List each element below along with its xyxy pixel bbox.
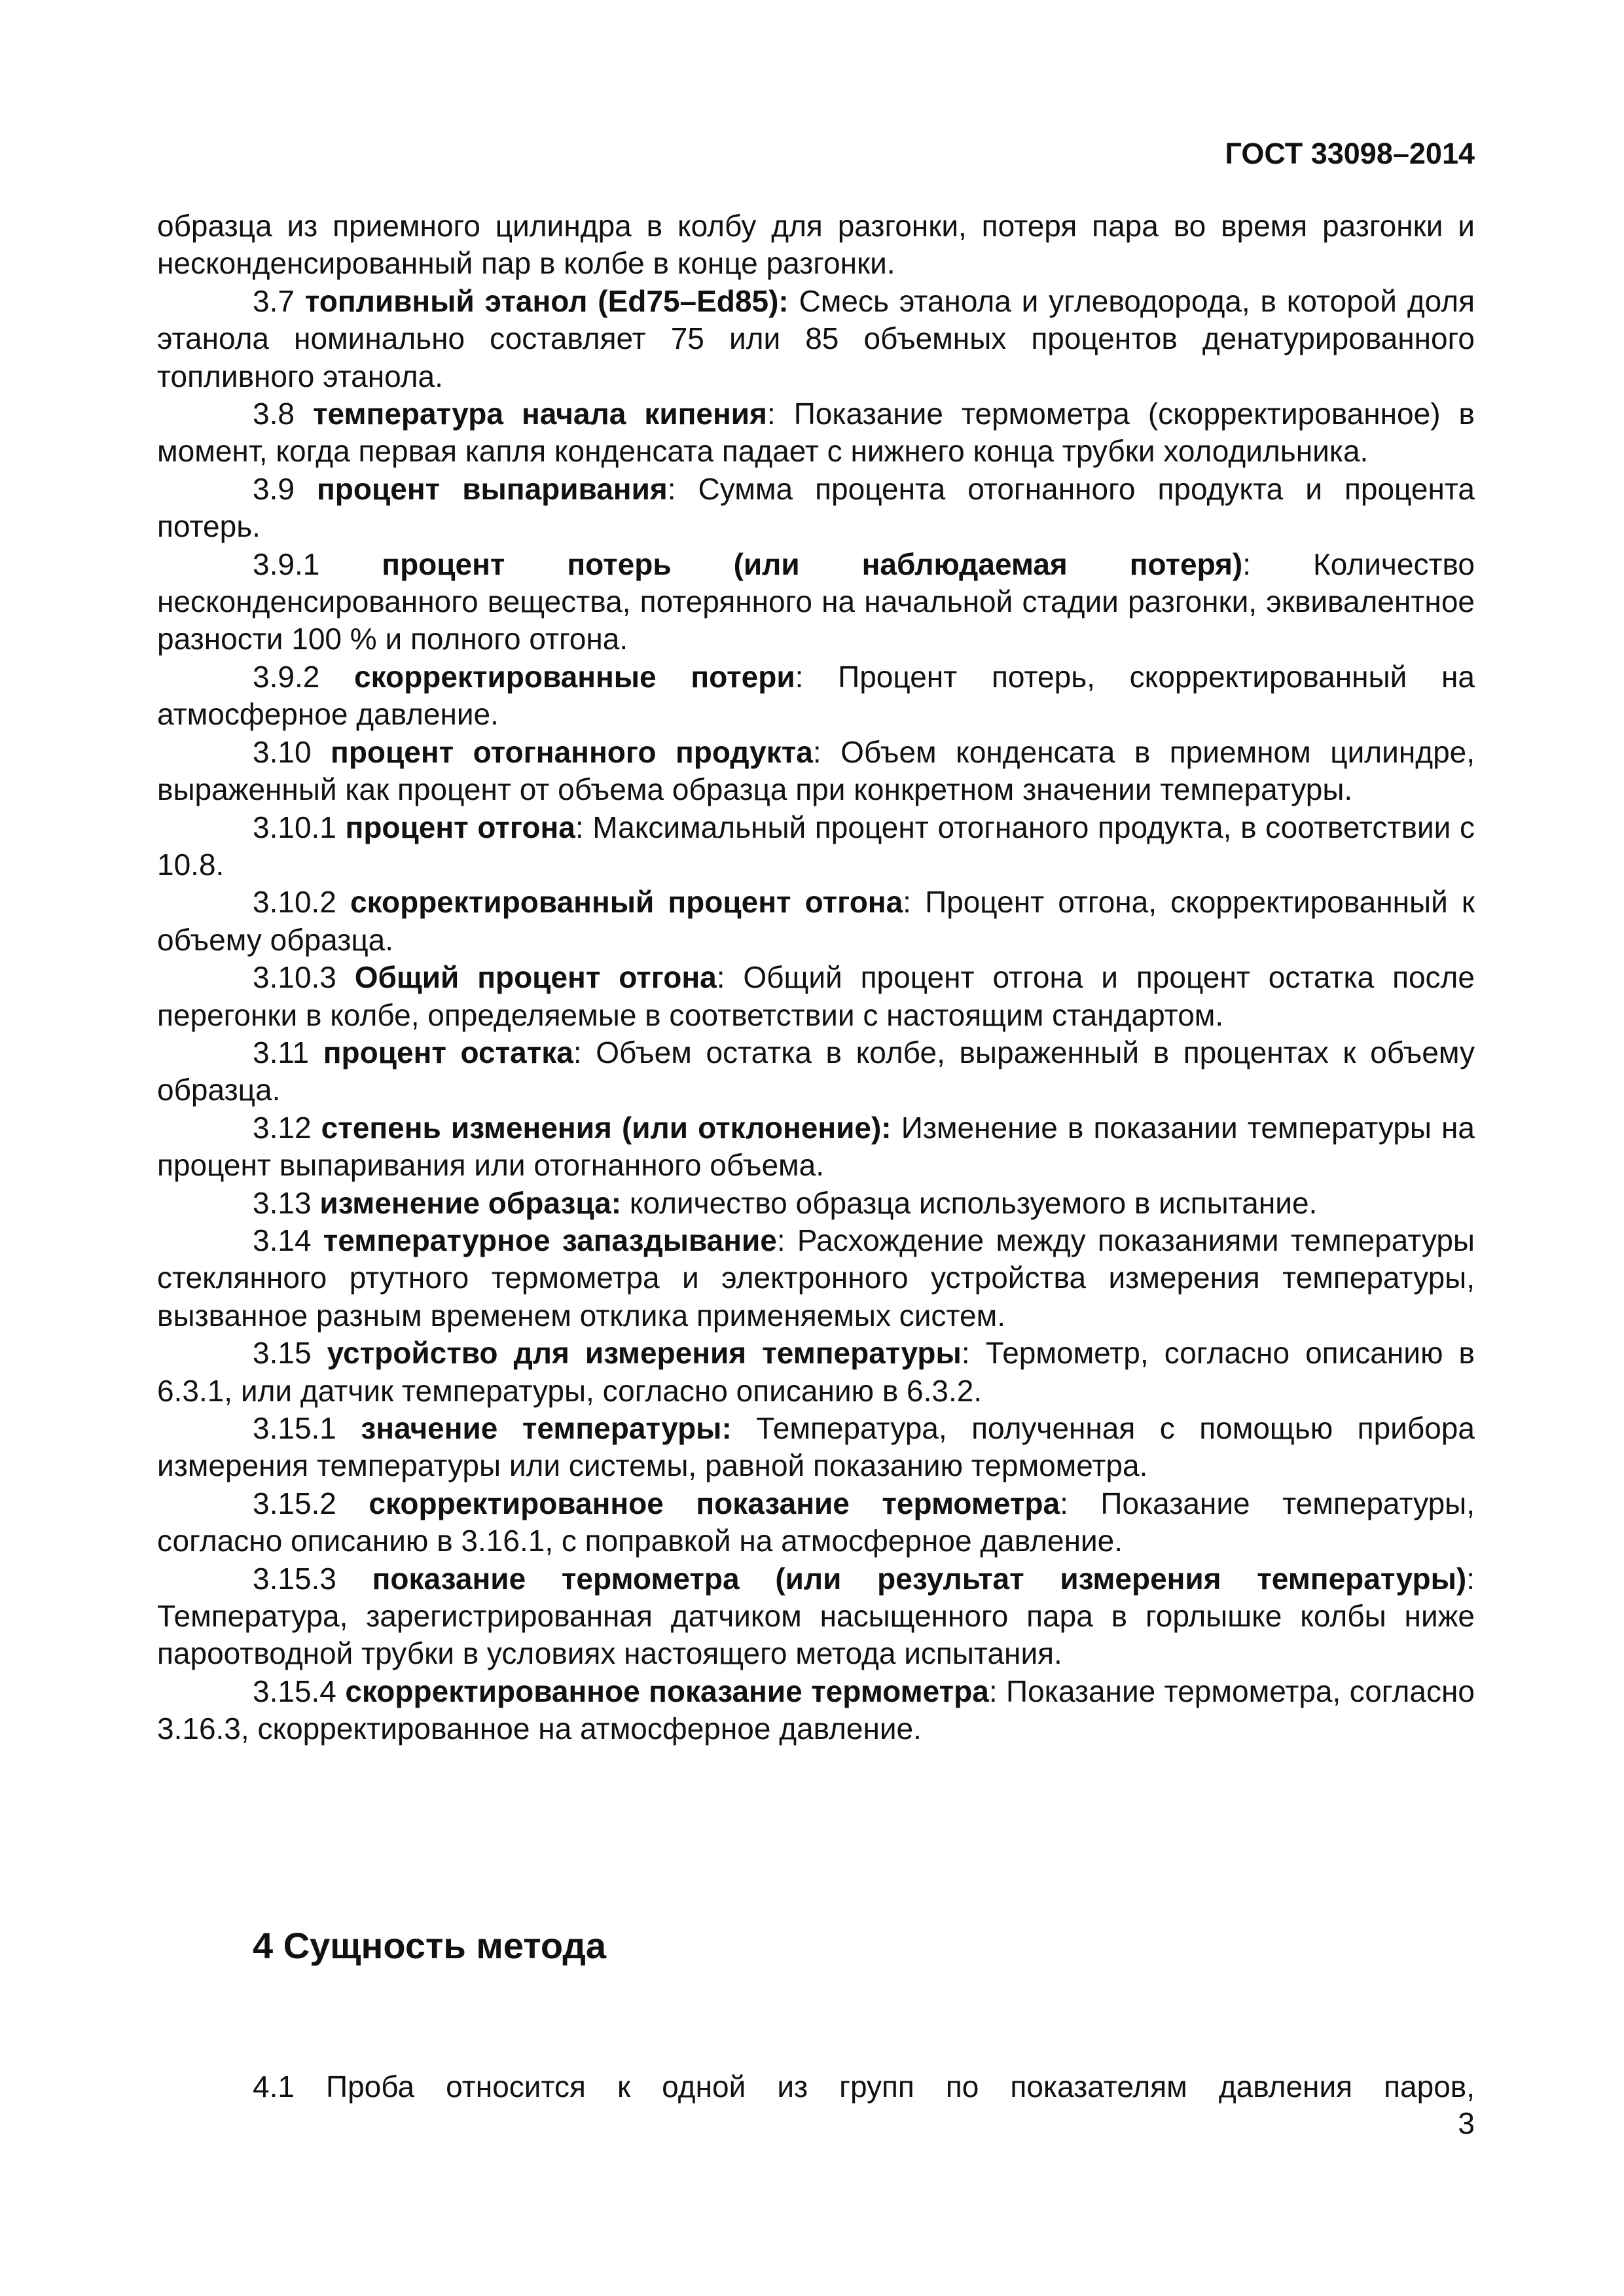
clause-number: 3.15 <box>253 1336 327 1371</box>
defined-term: степень изменения (или отклонение): <box>321 1110 892 1145</box>
definition-3-14 <box>157 1222 1475 1335</box>
defined-term: показание термометра (или результат измерения температуры) <box>372 1561 1467 1596</box>
definition-3-12 <box>157 1109 1475 1185</box>
clause-number: 3.7 <box>253 283 305 318</box>
clause-number: 3.9.1 <box>253 547 382 581</box>
clause-number: 3.8 <box>253 397 313 431</box>
definition-3-7 <box>157 283 1475 395</box>
clause-number: 3.15.2 <box>253 1486 369 1520</box>
clause-number: 3.9 <box>253 471 317 506</box>
term-separator <box>621 1186 630 1220</box>
definition-3-15 <box>157 1335 1475 1410</box>
section-heading: 4 Сущность метода <box>253 1925 607 1966</box>
defined-term: процент отгона <box>345 810 575 844</box>
definition-3-9-2 <box>157 658 1475 734</box>
definition-text: Количество несконденсированного вещества, потерянного на начальной стадии разгонки, эквивалентное разности 100 % и полного отгона. <box>157 547 1475 656</box>
definition-3-8 <box>157 395 1475 471</box>
definition-3-15-1 <box>157 1410 1475 1485</box>
clause-number: 3.14 <box>253 1223 323 1257</box>
definition-3-15-2 <box>157 1485 1475 1560</box>
definition-3-9 <box>157 471 1475 546</box>
definition-text: Объем остатка в колбе, выраженный в процентах к объему образца. <box>157 1035 1475 1107</box>
term-separator: : <box>1466 1561 1475 1596</box>
definition-text: Показание термометра, согласно 3.16.3, скорректированное на атмосферное давление. <box>157 1674 1475 1746</box>
term-separator: : <box>776 1223 797 1257</box>
term-separator <box>892 1111 901 1145</box>
definition-text: Температура, зарегистрированная датчиком насыщенного пара в горлышке колбы ниже пароотводной трубки в условиях настоящего метода испытания. <box>157 1599 1475 1671</box>
paragraph-text: образца из приемного цилиндра в колбу для разгонки, потеря пара во время разгонки и несконденсированный пар в колбе в конце разгонки. <box>157 209 1475 281</box>
defined-term: скорректированное показание термометра <box>369 1486 1060 1520</box>
defined-term: скорректированные потери <box>354 659 795 694</box>
term-separator: : <box>575 810 593 844</box>
paragraph-continuation <box>157 207 1475 283</box>
definition-3-10-2 <box>157 884 1475 959</box>
defined-term: устройство для измерения температуры <box>327 1336 962 1371</box>
definition-text: Изменение в показании температуры на процент выпаривания или отогнанного объема. <box>157 1110 1475 1183</box>
clause-number: 3.11 <box>253 1035 323 1069</box>
definition-text: Показание температуры, согласно описанию в 3.16.1, с поправкой на атмосферное давление. <box>157 1486 1475 1558</box>
defined-term: изменение образца: <box>319 1185 622 1220</box>
clause-number: 3.10.2 <box>253 885 350 920</box>
definition-text: Смесь этанола и углеводорода, в которой доля этанола номинально составляет 75 или 85 объемных процентов денатурированного топливного этанола. <box>157 283 1475 393</box>
section-first-paragraph: 4.1 Проба относится к одной из групп по показателям давления паров, <box>253 2070 1475 2104</box>
definition-text: Максимальный процент отогнаного продукта, в соответствии с 10.8. <box>157 810 1475 882</box>
clause-number: 3.15.4 <box>253 1674 346 1708</box>
definition-text: Процент потерь, скорректированный на атмосферное давление. <box>157 659 1475 732</box>
definition-3-11 <box>157 1034 1475 1109</box>
term-separator <box>732 1411 756 1445</box>
definition-text: Температура, полученная с помощью прибора измерения температуры или системы, равной показанию термометра. <box>157 1411 1475 1483</box>
defined-term: процент отогнанного продукта <box>331 734 813 769</box>
definition-3-10-1 <box>157 809 1475 884</box>
term-separator: : <box>716 960 744 995</box>
definition-text: Объем конденсата в приемном цилиндре, выраженный как процент от объема образца при конкретном значении температуры. <box>157 734 1475 807</box>
definition-3-15-3 <box>157 1560 1475 1673</box>
definition-text: Процент отгона, скорректированный к объему образца. <box>157 885 1475 957</box>
defined-term: температура начала кипения <box>313 397 767 431</box>
clause-number: 3.12 <box>253 1110 321 1145</box>
clause-number: 3.9.2 <box>253 659 355 694</box>
defined-term: температурное запаздывание <box>323 1223 777 1257</box>
definition-3-10-3 <box>157 959 1475 1034</box>
term-separator: : <box>903 885 926 920</box>
defined-term: скорректированный процент отгона <box>350 885 903 920</box>
defined-term: значение температуры: <box>361 1411 732 1445</box>
definition-3-9-1 <box>157 546 1475 658</box>
defined-term: процент остатка <box>323 1035 573 1069</box>
term-separator: : <box>1060 1486 1101 1520</box>
definition-text: Общий процент отгона и процент остатка после перегонки в колбе, определяемые в соответствии с настоящим стандартом. <box>157 960 1475 1032</box>
definition-text: Термометр, согласно описанию в 6.3.1, или датчик температуры, согласно описанию в 6.3.2. <box>157 1336 1475 1408</box>
definition-text: Расхождение между показаниями температуры стеклянного ртутного термометра и электронного устройства измерения температуры, вызванное разным временем отклика применяемых систем. <box>157 1223 1475 1333</box>
term-separator: : <box>767 397 794 431</box>
clause-number: 3.13 <box>253 1185 320 1220</box>
term-separator: : <box>988 1674 1007 1708</box>
defined-term: Общий процент отгона <box>354 960 717 995</box>
definition-3-13 <box>157 1185 1475 1222</box>
clause-number: 3.10.3 <box>253 960 355 995</box>
definition-text: Показание термометра (скорректированное) в момент, когда первая капля конденсата падает с нижнего конца трубки холодильника. <box>157 397 1475 469</box>
clause-number: 3.15.3 <box>253 1561 372 1596</box>
defined-term: процент выпаривания <box>317 471 668 506</box>
definition-3-15-4 <box>157 1673 1475 1748</box>
term-separator: : <box>667 471 698 506</box>
clause-number: 3.10 <box>253 734 331 769</box>
term-separator: : <box>795 659 839 694</box>
definition-3-10 <box>157 734 1475 809</box>
definitions-list <box>157 207 1475 1748</box>
defined-term: топливный этанол (Ed75–Ed85): <box>304 283 789 318</box>
term-separator <box>789 284 799 318</box>
defined-term: процент потерь (или наблюдаемая потеря) <box>382 547 1243 581</box>
page-number: 3 <box>1458 2106 1475 2140</box>
term-separator: : <box>1242 547 1313 581</box>
definition-text: количество образца используемого в испытание. <box>629 1185 1318 1220</box>
document-code-header: ГОСТ 33098–2014 <box>1225 137 1475 170</box>
definition-text: Сумма процента отогнанного продукта и процента потерь. <box>157 471 1475 544</box>
defined-term: скорректированное показание термометра <box>345 1674 989 1708</box>
clause-number: 3.10.1 <box>253 810 346 844</box>
term-separator: : <box>961 1336 986 1371</box>
term-separator: : <box>812 734 841 769</box>
term-separator: : <box>573 1035 596 1069</box>
clause-number: 3.15.1 <box>253 1411 361 1445</box>
